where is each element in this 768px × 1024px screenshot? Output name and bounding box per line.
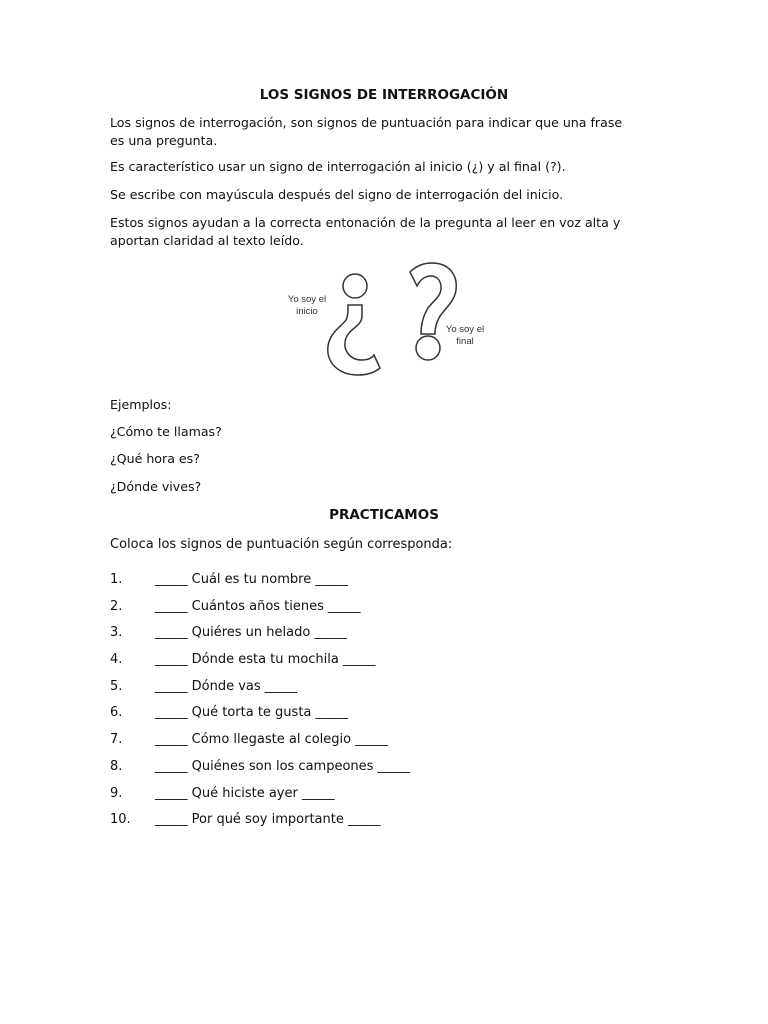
question-mark-icon	[410, 263, 456, 360]
exercise-number: 1.	[110, 572, 123, 587]
right-label-line2: final	[456, 336, 474, 347]
exercise-number: 5.	[110, 678, 123, 694]
example-item: ¿Dónde vives?	[110, 479, 202, 494]
exercise-item	[110, 623, 630, 650]
exercise-list	[110, 570, 630, 837]
exercise-item	[110, 703, 630, 730]
exercise-item	[110, 597, 630, 624]
examples-label: Ejemplos:	[110, 397, 172, 412]
exercise-text: _____ Cómo llegaste al colegio _____	[155, 732, 388, 748]
exercise-text: _____ Por qué soy importante _____	[155, 812, 381, 828]
left-label-line2: inicio	[296, 306, 318, 317]
exercise-text: _____ Qué torta te gusta _____	[155, 705, 349, 721]
right-label-line1: Yo soy el	[445, 324, 485, 335]
example-item: ¿Cómo te llamas?	[110, 424, 222, 439]
exercise-number: 4.	[110, 652, 123, 668]
exercise-item	[110, 810, 630, 837]
exercise-item	[110, 570, 630, 597]
practice-title: PRACTICAMOS	[329, 507, 439, 523]
paragraph-definition: Los signos de interrogación, son signos de puntuación para indicar que una frase es una pregunta.	[110, 115, 623, 148]
page-title: LOS SIGNOS DE INTERROGACIÓN	[259, 87, 509, 103]
exercise-text: _____ Dónde vas _____	[155, 678, 298, 694]
exercise-number: 6.	[110, 705, 123, 721]
exercise-text: _____ Quiéres un helado _____	[155, 625, 347, 641]
exercise-item	[110, 677, 630, 704]
example-item: ¿Qué hora es?	[110, 451, 200, 466]
inverted-question-mark-icon	[328, 274, 380, 375]
paragraph-capitalization: Se escribe con mayúscula después del signo de interrogación del inicio.	[110, 187, 564, 202]
exercise-number: 9.	[110, 785, 123, 801]
exercise-item	[110, 784, 630, 811]
left-label-line1: Yo soy el	[287, 294, 327, 305]
practice-instruction: Coloca los signos de puntuación según corresponda:	[110, 537, 453, 552]
exercise-number: 8.	[110, 758, 123, 774]
exercise-item	[110, 650, 630, 677]
exercise-number: 7.	[110, 732, 123, 748]
paragraph-intonation: Estos signos ayudan a la correcta entonación de la pregunta al leer en voz alta y aportan claridad al texto leído.	[110, 215, 621, 248]
exercise-text: _____ Cuál es tu nombre _____	[155, 572, 348, 587]
exercise-number: 3.	[110, 625, 123, 641]
exercise-number: 2.	[110, 598, 123, 614]
exercise-text: _____ Quiénes son los campeones _____	[155, 758, 411, 774]
exercise-text: _____ Cuántos años tienes _____	[155, 598, 361, 614]
exercise-text: _____ Dónde esta tu mochila _____	[155, 652, 376, 668]
exercise-item	[110, 730, 630, 757]
question-marks-illustration	[280, 258, 492, 378]
exercise-text: _____ Qué hiciste ayer _____	[155, 785, 335, 801]
exercise-item	[110, 757, 630, 784]
paragraph-usage: Es característico usar un signo de interrogación al inicio (¿) y al final (?).	[110, 159, 566, 174]
exercise-number: 10.	[110, 812, 131, 828]
